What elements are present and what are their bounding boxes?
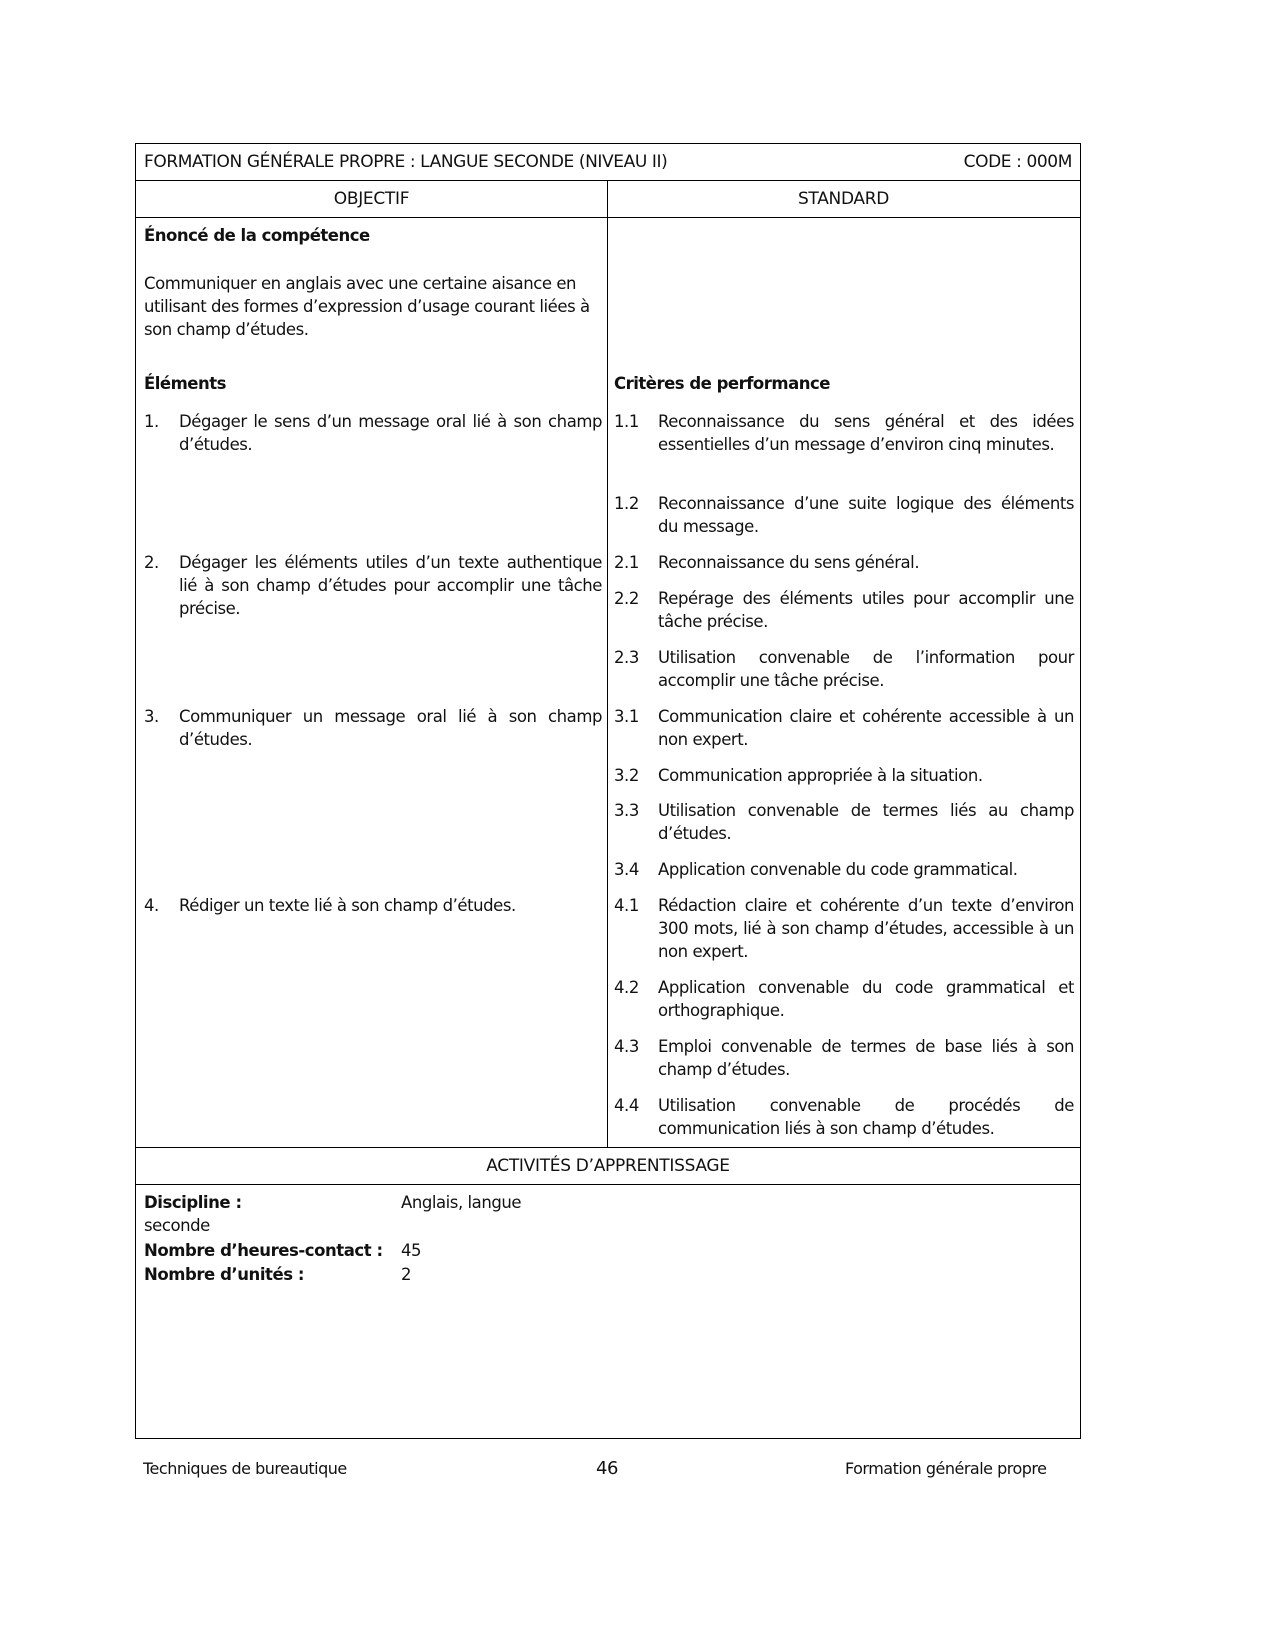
criterion-number: 2.3 xyxy=(614,648,639,667)
criterion-number: 4.1 xyxy=(614,896,639,915)
enonce-text: Communiquer en anglais avec une certaine aisance en utilisant des formes d’expression d’usage courant liées à son champ d’études. xyxy=(144,274,590,339)
element-number: 1. xyxy=(144,412,159,431)
element-text: Dégager le sens d’un message oral lié à son champ d’études. xyxy=(179,412,602,454)
element-text: Dégager les éléments utiles d’un texte authentique lié à son champ d’études pour accomplir une tâche précise. xyxy=(179,553,602,618)
objectif-column xyxy=(136,218,608,1147)
heures-label: Nombre d’heures-contact : xyxy=(144,1241,383,1260)
discipline-value: Anglais, langue xyxy=(401,1193,522,1212)
criterion-text: Communication claire et cohérente accessible à un non expert. xyxy=(658,707,1074,749)
criterion-number: 3.1 xyxy=(614,707,639,726)
course-code: CODE : 000M xyxy=(963,152,1072,172)
criterion-item xyxy=(614,858,1074,881)
criterion-item xyxy=(614,976,1074,1022)
element-number: 2. xyxy=(144,553,159,572)
page-number: 46 xyxy=(596,1458,618,1479)
element-item xyxy=(144,551,602,620)
title-row xyxy=(136,144,1080,181)
criterion-number: 3.4 xyxy=(614,860,639,879)
criterion-item xyxy=(614,587,1074,633)
column-header-row xyxy=(136,181,1080,218)
document-title: FORMATION GÉNÉRALE PROPRE : LANGUE SECONDE (NIVEAU II) xyxy=(144,152,668,172)
criterion-number: 2.2 xyxy=(614,589,639,608)
element-item xyxy=(144,894,602,917)
criterion-item xyxy=(614,764,1074,787)
criterion-item xyxy=(614,646,1074,692)
elements-heading: Éléments xyxy=(144,374,226,393)
column-header-standard: STANDARD xyxy=(797,189,890,209)
criterion-number: 2.1 xyxy=(614,553,639,572)
element-text: Rédiger un texte lié à son champ d’études. xyxy=(179,896,516,915)
competency-table xyxy=(135,143,1081,1439)
element-item xyxy=(144,410,602,456)
criterion-item xyxy=(614,894,1074,963)
criterion-item xyxy=(614,551,1074,574)
footer-right: Formation générale propre xyxy=(845,1459,1047,1478)
criteria-heading: Critères de performance xyxy=(614,374,830,393)
criterion-text: Repérage des éléments utiles pour accomplir une tâche précise. xyxy=(658,589,1074,631)
criterion-item xyxy=(614,1094,1074,1140)
heures-value: 45 xyxy=(401,1241,422,1260)
element-number: 3. xyxy=(144,707,159,726)
criterion-item xyxy=(614,705,1074,751)
standard-column xyxy=(608,218,1079,1147)
criterion-text: Utilisation convenable de termes liés au champ d’études. xyxy=(658,801,1074,843)
discipline-wrap: seconde xyxy=(144,1216,210,1235)
criterion-item xyxy=(614,799,1074,845)
unites-label: Nombre d’unités : xyxy=(144,1265,305,1284)
criterion-item xyxy=(614,1035,1074,1081)
criterion-text: Reconnaissance du sens général et des idées essentielles d’un message d’environ cinq minutes. xyxy=(658,412,1074,454)
criterion-number: 3.3 xyxy=(614,801,639,820)
criterion-text: Communication appropriée à la situation. xyxy=(658,766,983,785)
criterion-text: Emploi convenable de termes de base liés à son champ d’études. xyxy=(658,1037,1074,1079)
footer-left: Techniques de bureautique xyxy=(143,1459,347,1478)
discipline-label: Discipline : xyxy=(144,1193,242,1212)
element-item xyxy=(144,705,602,751)
criterion-number: 1.1 xyxy=(614,412,639,431)
column-header-objectif: OBJECTIF xyxy=(136,181,608,217)
criterion-text: Application convenable du code grammatical et orthographique. xyxy=(658,978,1074,1020)
criterion-item xyxy=(614,410,1074,456)
criterion-text: Reconnaissance du sens général. xyxy=(658,553,920,572)
unites-value: 2 xyxy=(401,1265,412,1284)
criterion-number: 1.2 xyxy=(614,494,639,513)
element-text: Communiquer un message oral lié à son champ d’études. xyxy=(179,707,602,749)
element-number: 4. xyxy=(144,896,159,915)
criterion-number: 4.3 xyxy=(614,1037,639,1056)
activites-info xyxy=(136,1185,1080,1440)
criterion-number: 3.2 xyxy=(614,766,639,785)
criterion-text: Utilisation convenable de l’information pour accomplir une tâche précise. xyxy=(658,648,1074,690)
criterion-text: Application convenable du code grammatical. xyxy=(658,860,1018,879)
criterion-text: Utilisation convenable de procédés de communication liés à son champ d’études. xyxy=(658,1096,1074,1138)
criterion-text: Reconnaissance d’une suite logique des éléments du message. xyxy=(658,494,1074,536)
activites-heading: ACTIVITÉS D’APPRENTISSAGE xyxy=(136,1148,1080,1185)
enonce-heading: Énoncé de la compétence xyxy=(144,226,370,245)
content-row xyxy=(136,218,1080,1148)
criterion-number: 4.2 xyxy=(614,978,639,997)
criterion-text: Rédaction claire et cohérente d’un texte d’environ 300 mots, lié à son champ d’études, accessible à un non expert. xyxy=(658,896,1074,961)
criterion-item xyxy=(614,492,1074,538)
criterion-number: 4.4 xyxy=(614,1096,639,1115)
